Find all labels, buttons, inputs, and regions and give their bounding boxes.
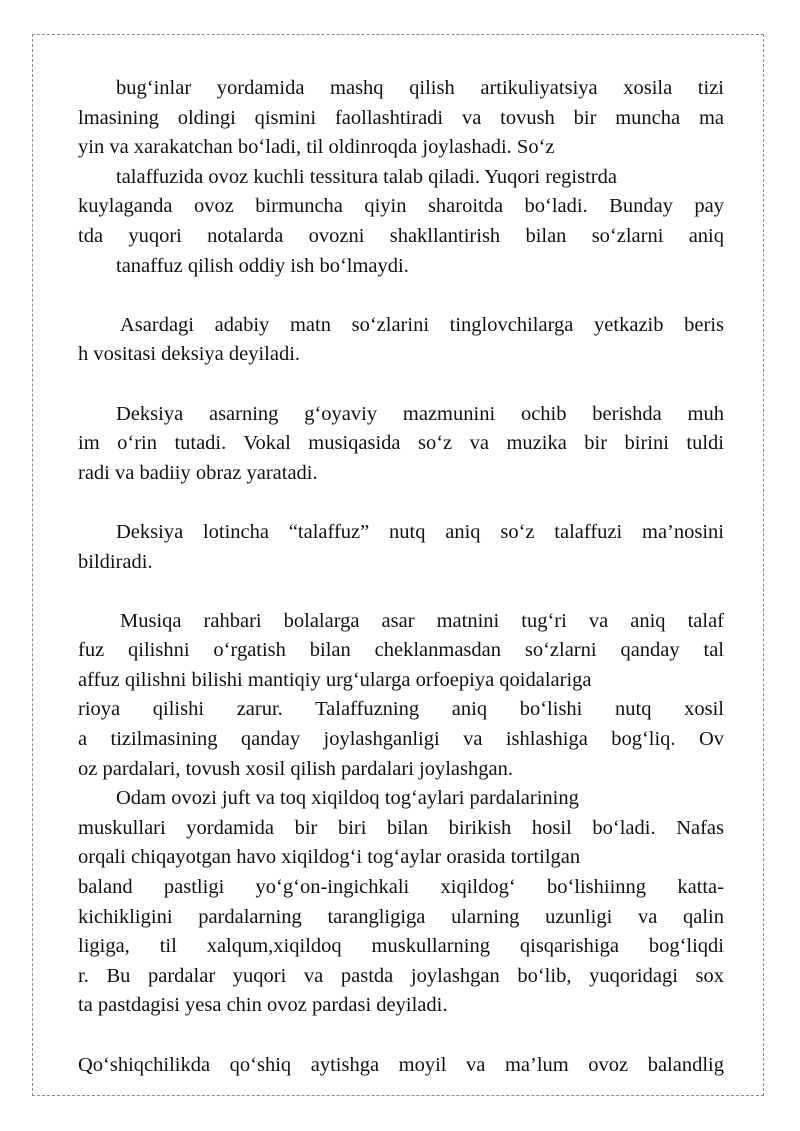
paragraph-gap (78, 1021, 724, 1051)
paragraph-gap (78, 488, 724, 518)
paragraph-gap (78, 370, 724, 400)
paragraph-gap (78, 577, 724, 607)
text-line: oz pardalari, tovush xosil qilish pardalari joylashgan. (78, 757, 513, 780)
text-line: muskullari yordamida bir biri bilan birikish hosil bo‘ladi. Nafas (78, 816, 724, 839)
text-line: Deksiya asarning g‘oyaviy mazmunini ochib berishda muh (116, 402, 724, 425)
text-line: tda yuqori notalarda ovozni shakllantirish bilan so‘zlarni aniq (78, 224, 724, 247)
text-line: h vositasi deksiya deyiladi. (78, 343, 301, 366)
text-line: Deksiya lotincha “talaffuz” nutq aniq so‘z talaffuzi ma’nosini (116, 520, 724, 543)
text-line: im o‘rin tutadi. Vokal musiqasida so‘z va muzika bir birini tuldi (78, 432, 724, 455)
text-line: Qo‘shiqchilikda qo‘shiq aytishga moyil va ma’lum ovoz balandlig (78, 1053, 724, 1076)
text-line: a tizilmasining qanday joylashganligi va ishlashiga bog‘liq. Ov (78, 728, 724, 751)
text-line: bug‘inlar yordamida mashq qilish artikuliyatsiya xosila tizi (116, 77, 724, 99)
paragraph (78, 1051, 724, 1081)
text-line: lmasining oldingi qismini faollashtiradi va tovush bir muncha ma (78, 106, 724, 129)
text-line: kichikligini pardalarning tarangligiga ularning uzunligi va qalin (78, 905, 724, 928)
text-line: r. Bu pardalar yuqori va pastda joylashgan bo‘lib, yuqoridagi sox (78, 964, 724, 987)
text-line: Asardagi adabiy matn so‘zlarini tinglovchilarga yetkazib beris (120, 313, 724, 336)
paragraph (78, 518, 724, 577)
text-line: affuz qilishni bilishi mantiqiy urg‘ularga orfoepiya qoidalariga (78, 668, 592, 691)
text-line: tanaffuz qilish oddiy ish bo‘lmaydi. (116, 254, 409, 277)
text-line: fuz qilishni o‘rgatish bilan cheklanmasdan so‘zlarni qanday tal (78, 639, 724, 662)
text-line: ta pastdagisi yesa chin ovoz pardasi deyiladi. (78, 994, 448, 1017)
text-line: Musiqa rahbari bolalarga asar matnini tug‘ri va aniq talaf (120, 609, 724, 632)
text-line: talaffuzida ovoz kuchli tessitura talab qiladi. Yuqori registrda (116, 165, 617, 188)
text-line: rioya qilishi zarur. Talaffuzning aniq bo‘lishi nutq xosil (78, 698, 724, 721)
text-line: Odam ovozi juft va toq xiqildoq tog‘aylari pardalarining (116, 787, 579, 810)
text-line: orqali chiqayotgan havo xiqildog‘i tog‘aylar orasida tortilgan (78, 846, 581, 869)
text-line: ligiga, til xalqum,xiqildoq muskullarning qisqarishiga bog‘liqdi (78, 935, 724, 958)
paragraph (78, 311, 724, 370)
paragraph (78, 400, 724, 489)
paragraph (78, 607, 724, 1021)
paragraph (78, 74, 724, 281)
text-line: bildiradi. (78, 550, 153, 573)
text-line: yin va xarakatchan bo‘ladi, til oldinroqda joylashadi. So‘z (78, 136, 555, 159)
text-line: kuylaganda ovoz birmuncha qiyin sharoitda bo‘ladi. Bunday pay (78, 195, 724, 218)
document-body (78, 74, 724, 1080)
paragraph-gap (78, 281, 724, 311)
text-line: radi va badiiy obraz yaratadi. (78, 461, 318, 484)
text-line: baland pastligi yo‘g‘on-ingichkali xiqildog‘ bo‘lishiinng katta- (78, 876, 724, 899)
